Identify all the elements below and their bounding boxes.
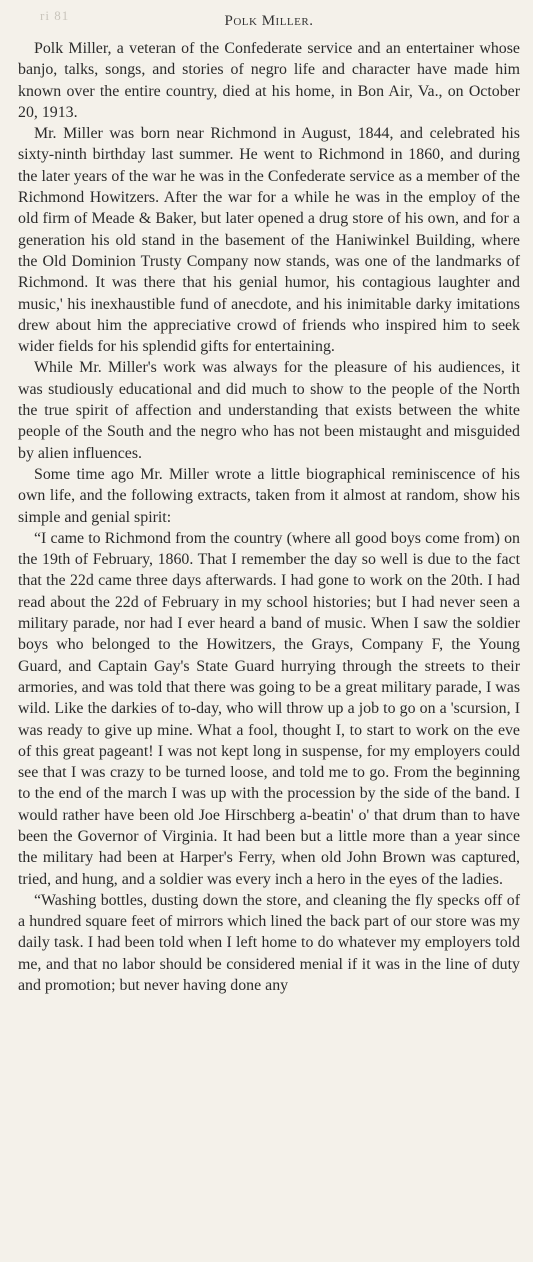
paragraph-quote-richmond: “I came to Richmond from the country (where all good boys come from) on the 19th of February, 1860. That I remember the day so well is due to the fact that the 22d came three days afterwards. I had gone to work on the 20th. I had read about the 22d of February in my school histories; but I had never seen a military parade, nor had I ever heard a band of music. When I saw the soldier boys who belonged to the Howitzers, the Grays, Company F, the Young Guard, and Captain Gay's State Guard hurrying through the streets to their armories, and was told that there was going to be a great military parade, I was wild. Like the darkies of to-day, who will throw up a job to go on a 'scursion, I was ready to give up mine. What a fool, thought I, to start to work on the eve of this great pageant! I was not kept long in suspense, for my employers could see that I was crazy to be turned loose, and told me to go. From the beginning to the end of the march I was up with the procession by the side of the band. I would rather have been old Joe Hirschberg a-beatin' o' that drum than to have been the Governor of Virginia. It had been but a little more than a year since the military had been at Harper's Ferry, when old John Brown was captured, tried, and hung, and a soldier was every inch a hero in the eyes of the ladies. (18, 529, 520, 888)
paragraph-educational-work: While Mr. Miller's work was always for the pleasure of his audiences, it was studiously educational and did much to show to the people of the North the true spirit of affection and understanding that exists between the white people of the South and the negro who has not been mistaught and misguided by alien influences. (18, 359, 520, 462)
article-body (18, 38, 520, 996)
running-header: Polk Miller. (224, 13, 314, 29)
paragraph-biography: Mr. Miller was born near Richmond in August, 1844, and celebrated his sixty-ninth birthday last summer. He went to Richmond in 1860, and during the later years of the war he was in the Confederate service as a member of the Richmond Howitzers. After the war for a while he was in the employ of the old firm of Meade & Baker, but later opened a drug store of his own, and for a generation his old stand in the basement of the Haniwinkel Building, where the Old Dominion Trusty Company now stands, was one of the landmarks of Richmond. It was there that his genial humor, his contagious laughter and music,' his inexhaustible fund of anecdote, and his inimitable darky imitations drew about him the appreciative crowd of friends who inspired him to seek wider fields for his splendid gifts for entertaining. (18, 125, 520, 356)
paragraph-quote-store-work: “Washing bottles, dusting down the store, and cleaning the fly specks off of a hundred square feet of mirrors which lined the back part of our store was my daily task. I had been told when I left home to do whatever my employers told me, and that no labor should be considered menial if it was in the line of duty and promotion; but never having done any (18, 891, 520, 995)
paragraph-obituary-intro: Polk Miller, a veteran of the Confederate service and an entertainer whose banjo, talks, songs, and stories of negro life and character have made him known over the entire country, died at his home, in Bon Air, Va., on October 20, 1913. (18, 40, 520, 121)
paragraph-reminiscence-intro: Some time ago Mr. Miller wrote a little biographical reminiscence of his own life, and the following extracts, taken from it almost at random, show his simple and genial spirit: (18, 465, 520, 526)
page-corner-mark: ri 81 (40, 8, 70, 23)
